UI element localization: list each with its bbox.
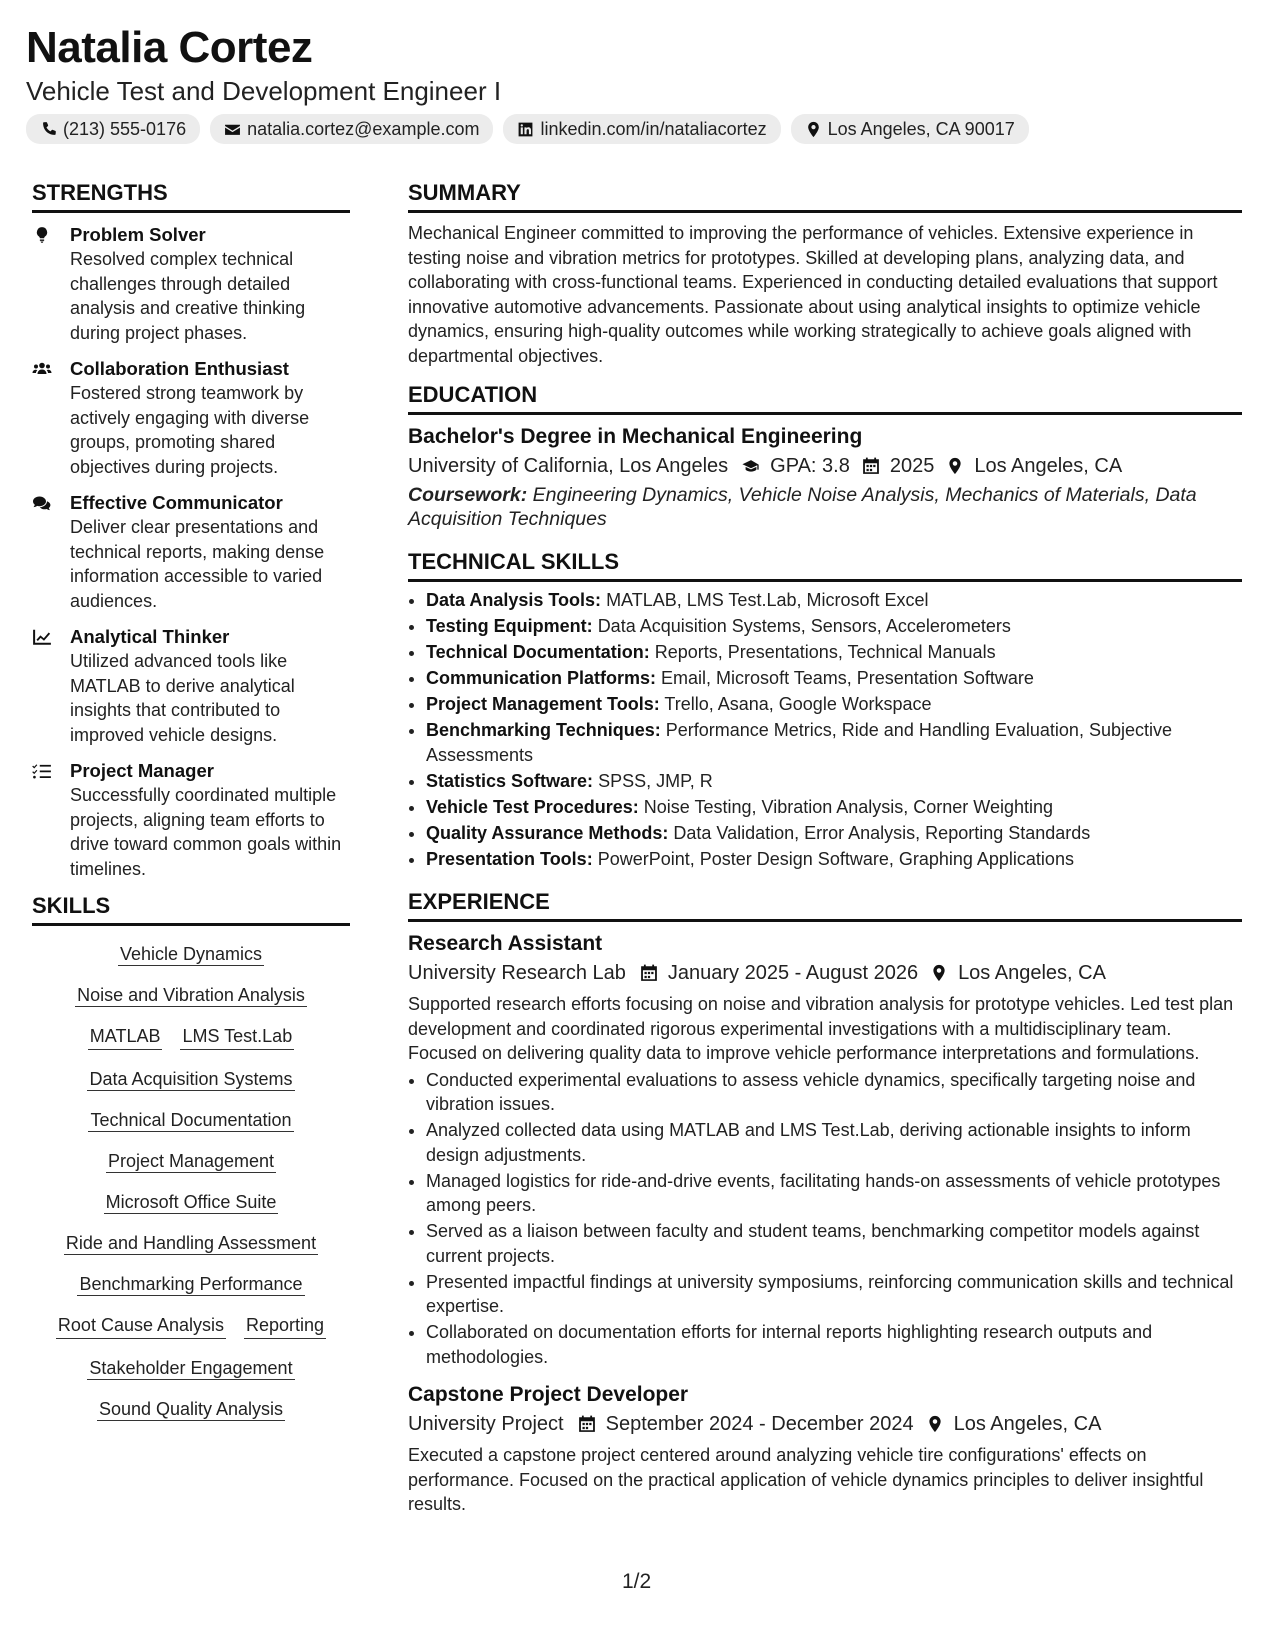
strengths-list — [32, 223, 350, 881]
calendar-icon — [640, 964, 658, 982]
strength-title: Analytical Thinker — [70, 626, 230, 647]
education-heading: EDUCATION — [408, 382, 1242, 415]
page-number: 1/2 — [622, 1570, 652, 1593]
job-description: Executed a capstone project centered around analyzing vehicle tire configurations' effects on performance. Focused on the practical application of vehicle dynamics principles to deliver insightful results. — [408, 1445, 1204, 1514]
job-dates: January 2025 - August 2026 — [667, 962, 919, 984]
summary-text: Mechanical Engineer committed to improving the performance of vehicles. Extensive experience in testing noise and vibration metrics for prototypes. Skilled at developing plans, analyzing data, and collaborating with cross-functional teams. Experienced in conducting detailed evaluations that support innovative automotive advancements. Passionate about using analytical insights to optimize vehicle dynamics, ensuring high-quality outcomes while working strategically to achieve goals aligned with departmental objectives. — [408, 223, 1218, 366]
skill-chip: MATLAB — [88, 1024, 163, 1050]
skills-section — [32, 893, 350, 1421]
job-dates: September 2024 - December 2024 — [605, 1413, 914, 1435]
skill-chip: Sound Quality Analysis — [98, 1399, 284, 1419]
contact-email[interactable] — [210, 114, 493, 144]
email-text: natalia.cortez@example.com — [247, 118, 480, 139]
job-title: Vehicle Test and Development Engineer I — [26, 76, 502, 106]
strength-title: Collaboration Enthusiast — [70, 358, 289, 379]
technical-skills-list — [408, 588, 1242, 871]
education-meta — [408, 451, 1242, 481]
map-pin-icon — [805, 121, 822, 138]
graduation-cap-icon — [742, 457, 760, 475]
school-location: Los Angeles, CA — [974, 455, 1123, 477]
list-item: • Vehicle Test Procedures: Noise Testing, Vibration Analysis, Corner Weighting — [426, 795, 1242, 820]
skill-chip: Benchmarking Performance — [79, 1274, 303, 1294]
grad-year: 2025 — [889, 455, 935, 477]
list-item: • Managed logistics for ride-and-drive events, facilitating hands-on assessments of vehicle prototypes among peers. — [426, 1169, 1242, 1218]
job-org: University Research Lab — [408, 962, 626, 984]
linkedin-icon — [517, 121, 534, 138]
contact-phone[interactable] — [26, 114, 200, 144]
strength-desc: Fostered strong teamwork by actively engaging with diverse groups, promoting shared objectives during projects. — [70, 383, 310, 477]
skills-heading: SKILLS — [32, 893, 350, 926]
phone-icon — [40, 121, 57, 138]
summary-heading: SUMMARY — [408, 180, 1242, 213]
skill-chip: Stakeholder Engagement — [89, 1358, 293, 1378]
strength-item — [32, 491, 350, 613]
strength-desc: Resolved complex technical challenges through detailed analysis and creative thinking during project phases. — [70, 249, 306, 343]
strength-item — [32, 223, 350, 345]
envelope-icon — [224, 121, 241, 138]
strengths-heading: STRENGTHS — [32, 180, 350, 213]
job-location: Los Angeles, CA — [953, 1413, 1102, 1435]
coursework — [408, 483, 1242, 531]
list-item: • Conducted experimental evaluations to assess vehicle dynamics, specifically targeting noise and vibration issues. — [426, 1068, 1242, 1117]
left-column — [32, 180, 350, 1421]
list-item: • Project Management Tools: Trello, Asana, Google Workspace — [426, 692, 1242, 717]
location-text: Los Angeles, CA 90017 — [827, 118, 1015, 139]
job-location: Los Angeles, CA — [958, 962, 1106, 984]
coursework-label: Coursework: — [408, 484, 528, 506]
list-item: • Analyzed collected data using MATLAB and LMS Test.Lab, deriving actionable insights to inform design adjustments. — [426, 1118, 1242, 1167]
comments-icon — [32, 494, 52, 512]
list-item: • Data Analysis Tools: MATLAB, LMS Test.Lab, Microsoft Excel — [426, 588, 1242, 613]
skills-chips — [32, 942, 350, 1421]
strength-title: Problem Solver — [70, 224, 206, 245]
calendar-icon — [862, 457, 880, 475]
map-pin-icon — [930, 964, 948, 982]
job-meta — [408, 1409, 1242, 1439]
job-meta — [408, 958, 1242, 988]
contact-linkedin[interactable] — [503, 114, 780, 144]
skill-chip: Ride and Handling Assessment — [65, 1233, 317, 1253]
list-item: • Presentation Tools: PowerPoint, Poster Design Software, Graphing Applications — [426, 847, 1242, 872]
list-item: • Presented impactful findings at university symposiums, reinforcing communication skills and technical expertise. — [426, 1270, 1242, 1319]
skill-chip: Technical Documentation — [90, 1110, 292, 1130]
gpa-text: GPA: 3.8 — [770, 455, 850, 477]
skill-chip: Microsoft Office Suite — [105, 1192, 277, 1212]
skill-chip: Vehicle Dynamics — [119, 944, 263, 964]
technical-skills-heading: TECHNICAL SKILLS — [408, 549, 1242, 582]
linkedin-text: linkedin.com/in/nataliacortez — [540, 118, 767, 139]
contact-bar — [26, 114, 1029, 144]
candidate-name: Natalia Cortez — [26, 23, 313, 72]
map-pin-icon — [926, 1415, 944, 1433]
calendar-icon — [578, 1415, 596, 1433]
chart-line-icon — [32, 628, 52, 646]
list-item: • Served as a liaison between faculty and student teams, benchmarking competitor models against current projects. — [426, 1219, 1242, 1268]
strength-item — [32, 625, 350, 747]
list-item: • Collaborated on documentation efforts for internal reports highlighting research outputs and methodologies. — [426, 1320, 1242, 1369]
list-item: • Communication Platforms: Email, Microsoft Teams, Presentation Software — [426, 666, 1242, 691]
skill-chip: Project Management — [107, 1151, 275, 1171]
experience-heading: EXPERIENCE — [408, 889, 1242, 922]
list-item: • Benchmarking Techniques: Performance Metrics, Ride and Handling Evaluation, Subjective Assessments — [426, 718, 1242, 767]
strength-item — [32, 357, 350, 479]
strength-desc: Successfully coordinated multiple projects, aligning team efforts to drive toward common goals within timelines. — [70, 785, 342, 879]
skill-chip: Data Acquisition Systems — [89, 1069, 293, 1089]
school-name: University of California, Los Angeles — [408, 455, 729, 477]
contact-location — [791, 114, 1029, 144]
coursework-text: Engineering Dynamics, Vehicle Noise Analysis, Mechanics of Materials, Data Acquisition Techniques — [408, 484, 1197, 530]
job-title: Capstone Project Developer — [408, 1383, 689, 1406]
phone-text: (213) 555-0176 — [63, 118, 187, 139]
skill-chip: Noise and Vibration Analysis — [77, 985, 305, 1005]
strength-desc: Utilized advanced tools like MATLAB to derive analytical insights that contributed to improved vehicle designs. — [70, 651, 295, 745]
lightbulb-icon — [32, 226, 52, 244]
list-item: • Testing Equipment: Data Acquisition Systems, Sensors, Accelerometers — [426, 614, 1242, 639]
job-bullets — [408, 1068, 1242, 1370]
strength-title: Project Manager — [70, 760, 214, 781]
list-item: • Technical Documentation: Reports, Presentations, Technical Manuals — [426, 640, 1242, 665]
right-column — [408, 180, 1242, 1517]
map-pin-icon — [946, 457, 964, 475]
job-org: University Project — [408, 1413, 564, 1435]
list-check-icon — [32, 762, 52, 780]
list-item: • Quality Assurance Methods: Data Validation, Error Analysis, Reporting Standards — [426, 821, 1242, 846]
job-title: Research Assistant — [408, 932, 603, 955]
strength-title: Effective Communicator — [70, 492, 283, 513]
degree-title: Bachelor's Degree in Mechanical Engineering — [408, 425, 863, 448]
skill-chip: Reporting — [244, 1313, 326, 1339]
strength-desc: Deliver clear presentations and technical reports, making dense information accessible to varied audiences. — [70, 517, 325, 611]
list-item: • Statistics Software: SPSS, JMP, R — [426, 769, 1242, 794]
skill-chip: Root Cause Analysis — [56, 1313, 226, 1339]
job-description: Supported research efforts focusing on noise and vibration analysis for prototype vehicles. Led test plan development and coordinated rigorous experimental investigations with a multidisciplinary team. Focused on delivering quality data to improve vehicle performance interpretations and formulations. — [408, 994, 1234, 1063]
skill-chip: LMS Test.Lab — [180, 1024, 294, 1050]
strength-item — [32, 759, 350, 881]
users-icon — [32, 360, 52, 378]
